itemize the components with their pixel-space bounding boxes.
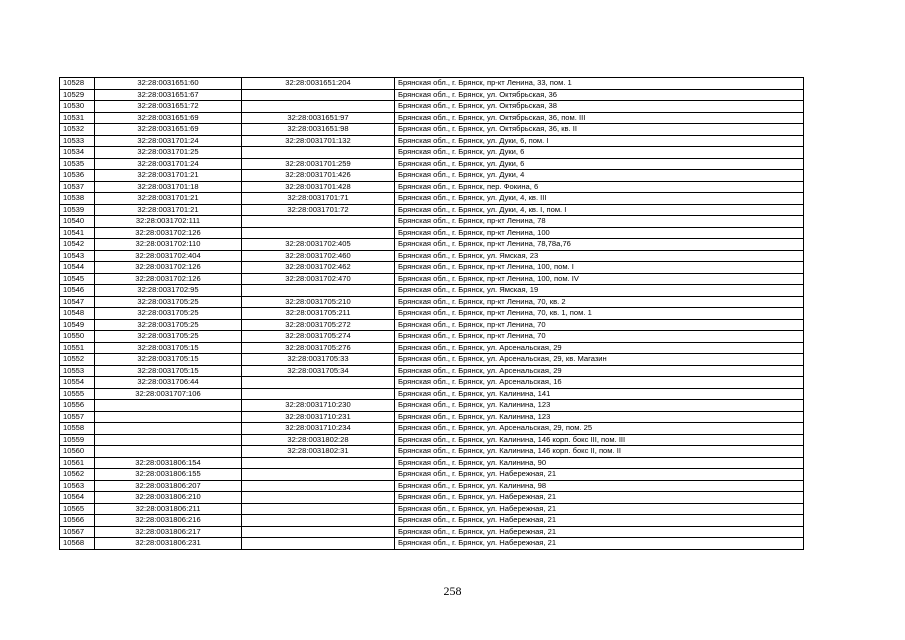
land-cadastral-number-cell: 32:28:0031705:15 (95, 354, 242, 366)
row-number-cell: 10532 (60, 124, 95, 136)
row-number-cell: 10551 (60, 342, 95, 354)
table-row (60, 181, 804, 193)
row-number-cell: 10567 (60, 526, 95, 538)
address-cell: Брянская обл., г. Брянск, ул. Октябрьская, 38 (395, 101, 804, 113)
land-cadastral-number-cell: 32:28:0031651:60 (95, 78, 242, 90)
object-cadastral-number-cell (242, 377, 395, 389)
row-number-cell: 10549 (60, 319, 95, 331)
land-cadastral-number-cell: 32:28:0031806:210 (95, 492, 242, 504)
table-row (60, 101, 804, 113)
table-row (60, 204, 804, 216)
land-cadastral-number-cell (95, 423, 242, 435)
land-cadastral-number-cell (95, 411, 242, 423)
address-cell: Брянская обл., г. Брянск, пр-кт Ленина, 70 (395, 331, 804, 343)
address-cell: Брянская обл., г. Брянск, ул. Арсенальская, 29 (395, 365, 804, 377)
table-row (60, 538, 804, 550)
land-cadastral-number-cell: 32:28:0031651:69 (95, 124, 242, 136)
land-cadastral-number-cell: 32:28:0031701:24 (95, 135, 242, 147)
object-cadastral-number-cell: 32:28:0031701:426 (242, 170, 395, 182)
object-cadastral-number-cell: 32:28:0031705:272 (242, 319, 395, 331)
row-number-cell: 10544 (60, 262, 95, 274)
table-row (60, 227, 804, 239)
row-number-cell: 10548 (60, 308, 95, 320)
address-cell: Брянская обл., г. Брянск, пр-кт Ленина, 70, кв. 1, пом. 1 (395, 308, 804, 320)
row-number-cell: 10555 (60, 388, 95, 400)
land-cadastral-number-cell: 32:28:0031705:25 (95, 308, 242, 320)
table-row (60, 342, 804, 354)
object-cadastral-number-cell (242, 227, 395, 239)
address-cell: Брянская обл., г. Брянск, ул. Набережная, 21 (395, 515, 804, 527)
object-cadastral-number-cell: 32:28:0031701:72 (242, 204, 395, 216)
row-number-cell: 10533 (60, 135, 95, 147)
property-register-table (59, 77, 804, 550)
table-row (60, 492, 804, 504)
address-cell: Брянская обл., г. Брянск, ул. Набережная, 21 (395, 492, 804, 504)
row-number-cell: 10547 (60, 296, 95, 308)
row-number-cell: 10539 (60, 204, 95, 216)
object-cadastral-number-cell (242, 503, 395, 515)
object-cadastral-number-cell: 32:28:0031701:132 (242, 135, 395, 147)
row-number-cell: 10563 (60, 480, 95, 492)
table-row (60, 423, 804, 435)
land-cadastral-number-cell: 32:28:0031701:18 (95, 181, 242, 193)
row-number-cell: 10528 (60, 78, 95, 90)
table-row (60, 193, 804, 205)
object-cadastral-number-cell (242, 480, 395, 492)
row-number-cell: 10554 (60, 377, 95, 389)
address-cell: Брянская обл., г. Брянск, ул. Дуки, 6, пом. I (395, 135, 804, 147)
address-cell: Брянская обл., г. Брянск, ул. Набережная, 21 (395, 503, 804, 515)
table-row (60, 388, 804, 400)
address-cell: Брянская обл., г. Брянск, пр-кт Ленина, 33, пом. 1 (395, 78, 804, 90)
land-cadastral-number-cell: 32:28:0031701:24 (95, 158, 242, 170)
land-cadastral-number-cell (95, 446, 242, 458)
table-row (60, 308, 804, 320)
table-row (60, 89, 804, 101)
object-cadastral-number-cell: 32:28:0031651:97 (242, 112, 395, 124)
object-cadastral-number-cell: 32:28:0031701:71 (242, 193, 395, 205)
row-number-cell: 10545 (60, 273, 95, 285)
row-number-cell: 10537 (60, 181, 95, 193)
table-row (60, 78, 804, 90)
table-row (60, 411, 804, 423)
land-cadastral-number-cell: 32:28:0031651:69 (95, 112, 242, 124)
row-number-cell: 10535 (60, 158, 95, 170)
land-cadastral-number-cell: 32:28:0031701:21 (95, 204, 242, 216)
address-cell: Брянская обл., г. Брянск, пр-кт Ленина, 100 (395, 227, 804, 239)
address-cell: Брянская обл., г. Брянск, ул. Калинина, 123 (395, 400, 804, 412)
table-row (60, 457, 804, 469)
table-row (60, 377, 804, 389)
land-cadastral-number-cell: 32:28:0031702:110 (95, 239, 242, 251)
object-cadastral-number-cell (242, 526, 395, 538)
table-row (60, 112, 804, 124)
object-cadastral-number-cell (242, 492, 395, 504)
row-number-cell: 10566 (60, 515, 95, 527)
row-number-cell: 10546 (60, 285, 95, 297)
land-cadastral-number-cell: 32:28:0031651:67 (95, 89, 242, 101)
land-cadastral-number-cell: 32:28:0031705:25 (95, 319, 242, 331)
object-cadastral-number-cell (242, 285, 395, 297)
object-cadastral-number-cell: 32:28:0031702:405 (242, 239, 395, 251)
row-number-cell: 10556 (60, 400, 95, 412)
object-cadastral-number-cell (242, 515, 395, 527)
object-cadastral-number-cell: 32:28:0031802:31 (242, 446, 395, 458)
address-cell: Брянская обл., г. Брянск, ул. Октябрьская, 36, пом. III (395, 112, 804, 124)
land-cadastral-number-cell: 32:28:0031806:154 (95, 457, 242, 469)
address-cell: Брянская обл., г. Брянск, ул. Дуки, 6 (395, 147, 804, 159)
address-cell: Брянская обл., г. Брянск, ул. Набережная, 21 (395, 469, 804, 481)
object-cadastral-number-cell: 32:28:0031705:210 (242, 296, 395, 308)
object-cadastral-number-cell (242, 388, 395, 400)
land-cadastral-number-cell (95, 400, 242, 412)
table-row (60, 170, 804, 182)
table-row (60, 319, 804, 331)
object-cadastral-number-cell (242, 89, 395, 101)
table-row (60, 296, 804, 308)
address-cell: Брянская обл., г. Брянск, ул. Арсенальская, 29 (395, 342, 804, 354)
table-row (60, 434, 804, 446)
row-number-cell: 10540 (60, 216, 95, 228)
address-cell: Брянская обл., г. Брянск, пр-кт Ленина, 100, пом. IV (395, 273, 804, 285)
object-cadastral-number-cell: 32:28:0031705:33 (242, 354, 395, 366)
address-cell: Брянская обл., г. Брянск, ул. Арсенальская, 29, кв. Магазин (395, 354, 804, 366)
table-row (60, 331, 804, 343)
address-cell: Брянская обл., г. Брянск, ул. Ямская, 23 (395, 250, 804, 262)
object-cadastral-number-cell (242, 469, 395, 481)
table-row (60, 239, 804, 251)
object-cadastral-number-cell: 32:28:0031802:28 (242, 434, 395, 446)
table-row (60, 503, 804, 515)
land-cadastral-number-cell: 32:28:0031806:207 (95, 480, 242, 492)
row-number-cell: 10557 (60, 411, 95, 423)
table-row (60, 469, 804, 481)
land-cadastral-number-cell: 32:28:0031806:216 (95, 515, 242, 527)
address-cell: Брянская обл., г. Брянск, пр-кт Ленина, 100, пом. I (395, 262, 804, 274)
object-cadastral-number-cell (242, 101, 395, 113)
land-cadastral-number-cell: 32:28:0031806:211 (95, 503, 242, 515)
table-row (60, 147, 804, 159)
row-number-cell: 10541 (60, 227, 95, 239)
row-number-cell: 10529 (60, 89, 95, 101)
object-cadastral-number-cell: 32:28:0031701:259 (242, 158, 395, 170)
address-cell: Брянская обл., г. Брянск, ул. Набережная, 21 (395, 538, 804, 550)
land-cadastral-number-cell: 32:28:0031707:106 (95, 388, 242, 400)
row-number-cell: 10542 (60, 239, 95, 251)
table-row (60, 446, 804, 458)
row-number-cell: 10530 (60, 101, 95, 113)
table-row (60, 273, 804, 285)
land-cadastral-number-cell: 32:28:0031806:217 (95, 526, 242, 538)
address-cell: Брянская обл., г. Брянск, ул. Калинина, 98 (395, 480, 804, 492)
row-number-cell: 10531 (60, 112, 95, 124)
row-number-cell: 10565 (60, 503, 95, 515)
land-cadastral-number-cell: 32:28:0031701:21 (95, 170, 242, 182)
land-cadastral-number-cell: 32:28:0031702:126 (95, 273, 242, 285)
address-cell: Брянская обл., г. Брянск, ул. Дуки, 4, кв. I, пом. I (395, 204, 804, 216)
object-cadastral-number-cell: 32:28:0031702:460 (242, 250, 395, 262)
land-cadastral-number-cell: 32:28:0031702:126 (95, 227, 242, 239)
object-cadastral-number-cell: 32:28:0031702:462 (242, 262, 395, 274)
address-cell: Брянская обл., г. Брянск, пр-кт Ленина, 70 (395, 319, 804, 331)
object-cadastral-number-cell (242, 216, 395, 228)
table-row (60, 480, 804, 492)
object-cadastral-number-cell: 32:28:0031705:274 (242, 331, 395, 343)
object-cadastral-number-cell: 32:28:0031705:211 (242, 308, 395, 320)
table-row (60, 400, 804, 412)
address-cell: Брянская обл., г. Брянск, ул. Дуки, 4 (395, 170, 804, 182)
object-cadastral-number-cell: 32:28:0031651:98 (242, 124, 395, 136)
land-cadastral-number-cell: 32:28:0031702:404 (95, 250, 242, 262)
land-cadastral-number-cell: 32:28:0031806:155 (95, 469, 242, 481)
row-number-cell: 10560 (60, 446, 95, 458)
row-number-cell: 10536 (60, 170, 95, 182)
address-cell: Брянская обл., г. Брянск, ул. Калинина, 141 (395, 388, 804, 400)
land-cadastral-number-cell: 32:28:0031702:111 (95, 216, 242, 228)
table-row (60, 526, 804, 538)
table-row (60, 250, 804, 262)
table-row (60, 262, 804, 274)
row-number-cell: 10561 (60, 457, 95, 469)
table-row (60, 135, 804, 147)
land-cadastral-number-cell: 32:28:0031702:126 (95, 262, 242, 274)
table-row (60, 365, 804, 377)
address-cell: Брянская обл., г. Брянск, ул. Арсенальская, 29, пом. 25 (395, 423, 804, 435)
object-cadastral-number-cell: 32:28:0031710:230 (242, 400, 395, 412)
table-row (60, 216, 804, 228)
land-cadastral-number-cell: 32:28:0031702:95 (95, 285, 242, 297)
row-number-cell: 10559 (60, 434, 95, 446)
table-row (60, 515, 804, 527)
row-number-cell: 10568 (60, 538, 95, 550)
address-cell: Брянская обл., г. Брянск, ул. Калинина, 146 корп. бокс II, пом. II (395, 446, 804, 458)
table-row (60, 285, 804, 297)
row-number-cell: 10552 (60, 354, 95, 366)
land-cadastral-number-cell: 32:28:0031651:72 (95, 101, 242, 113)
row-number-cell: 10564 (60, 492, 95, 504)
address-cell: Брянская обл., г. Брянск, пер. Фокина, 6 (395, 181, 804, 193)
object-cadastral-number-cell (242, 538, 395, 550)
object-cadastral-number-cell: 32:28:0031710:234 (242, 423, 395, 435)
object-cadastral-number-cell: 32:28:0031705:34 (242, 365, 395, 377)
address-cell: Брянская обл., г. Брянск, ул. Набережная, 21 (395, 526, 804, 538)
land-cadastral-number-cell: 32:28:0031705:25 (95, 296, 242, 308)
address-cell: Брянская обл., г. Брянск, ул. Дуки, 4, кв. III (395, 193, 804, 205)
address-cell: Брянская обл., г. Брянск, ул. Дуки, 6 (395, 158, 804, 170)
row-number-cell: 10553 (60, 365, 95, 377)
address-cell: Брянская обл., г. Брянск, ул. Ямская, 19 (395, 285, 804, 297)
object-cadastral-number-cell: 32:28:0031705:276 (242, 342, 395, 354)
page-number: 258 (443, 584, 462, 598)
land-cadastral-number-cell: 32:28:0031701:25 (95, 147, 242, 159)
land-cadastral-number-cell: 32:28:0031806:231 (95, 538, 242, 550)
land-cadastral-number-cell: 32:28:0031705:15 (95, 365, 242, 377)
land-cadastral-number-cell: 32:28:0031706:44 (95, 377, 242, 389)
object-cadastral-number-cell: 32:28:0031651:204 (242, 78, 395, 90)
table-row (60, 158, 804, 170)
address-cell: Брянская обл., г. Брянск, ул. Октябрьская, 36, кв. II (395, 124, 804, 136)
object-cadastral-number-cell (242, 147, 395, 159)
address-cell: Брянская обл., г. Брянск, ул. Калинина, 146 корп. бокс III, пом. III (395, 434, 804, 446)
address-cell: Брянская обл., г. Брянск, ул. Калинина, 90 (395, 457, 804, 469)
address-cell: Брянская обл., г. Брянск, ул. Арсенальская, 16 (395, 377, 804, 389)
address-cell: Брянская обл., г. Брянск, ул. Октябрьская, 36 (395, 89, 804, 101)
address-cell: Брянская обл., г. Брянск, пр-кт Ленина, 78,78а,76 (395, 239, 804, 251)
land-cadastral-number-cell (95, 434, 242, 446)
address-cell: Брянская обл., г. Брянск, пр-кт Ленина, 70, кв. 2 (395, 296, 804, 308)
land-cadastral-number-cell: 32:28:0031705:25 (95, 331, 242, 343)
address-cell: Брянская обл., г. Брянск, пр-кт Ленина, 78 (395, 216, 804, 228)
address-cell: Брянская обл., г. Брянск, ул. Калинина, 123 (395, 411, 804, 423)
row-number-cell: 10562 (60, 469, 95, 481)
row-number-cell: 10558 (60, 423, 95, 435)
object-cadastral-number-cell: 32:28:0031702:470 (242, 273, 395, 285)
land-cadastral-number-cell: 32:28:0031705:15 (95, 342, 242, 354)
land-cadastral-number-cell: 32:28:0031701:21 (95, 193, 242, 205)
table-body (60, 78, 804, 550)
object-cadastral-number-cell: 32:28:0031701:428 (242, 181, 395, 193)
row-number-cell: 10550 (60, 331, 95, 343)
object-cadastral-number-cell (242, 457, 395, 469)
table-row (60, 124, 804, 136)
row-number-cell: 10538 (60, 193, 95, 205)
object-cadastral-number-cell: 32:28:0031710:231 (242, 411, 395, 423)
table-row (60, 354, 804, 366)
row-number-cell: 10534 (60, 147, 95, 159)
row-number-cell: 10543 (60, 250, 95, 262)
